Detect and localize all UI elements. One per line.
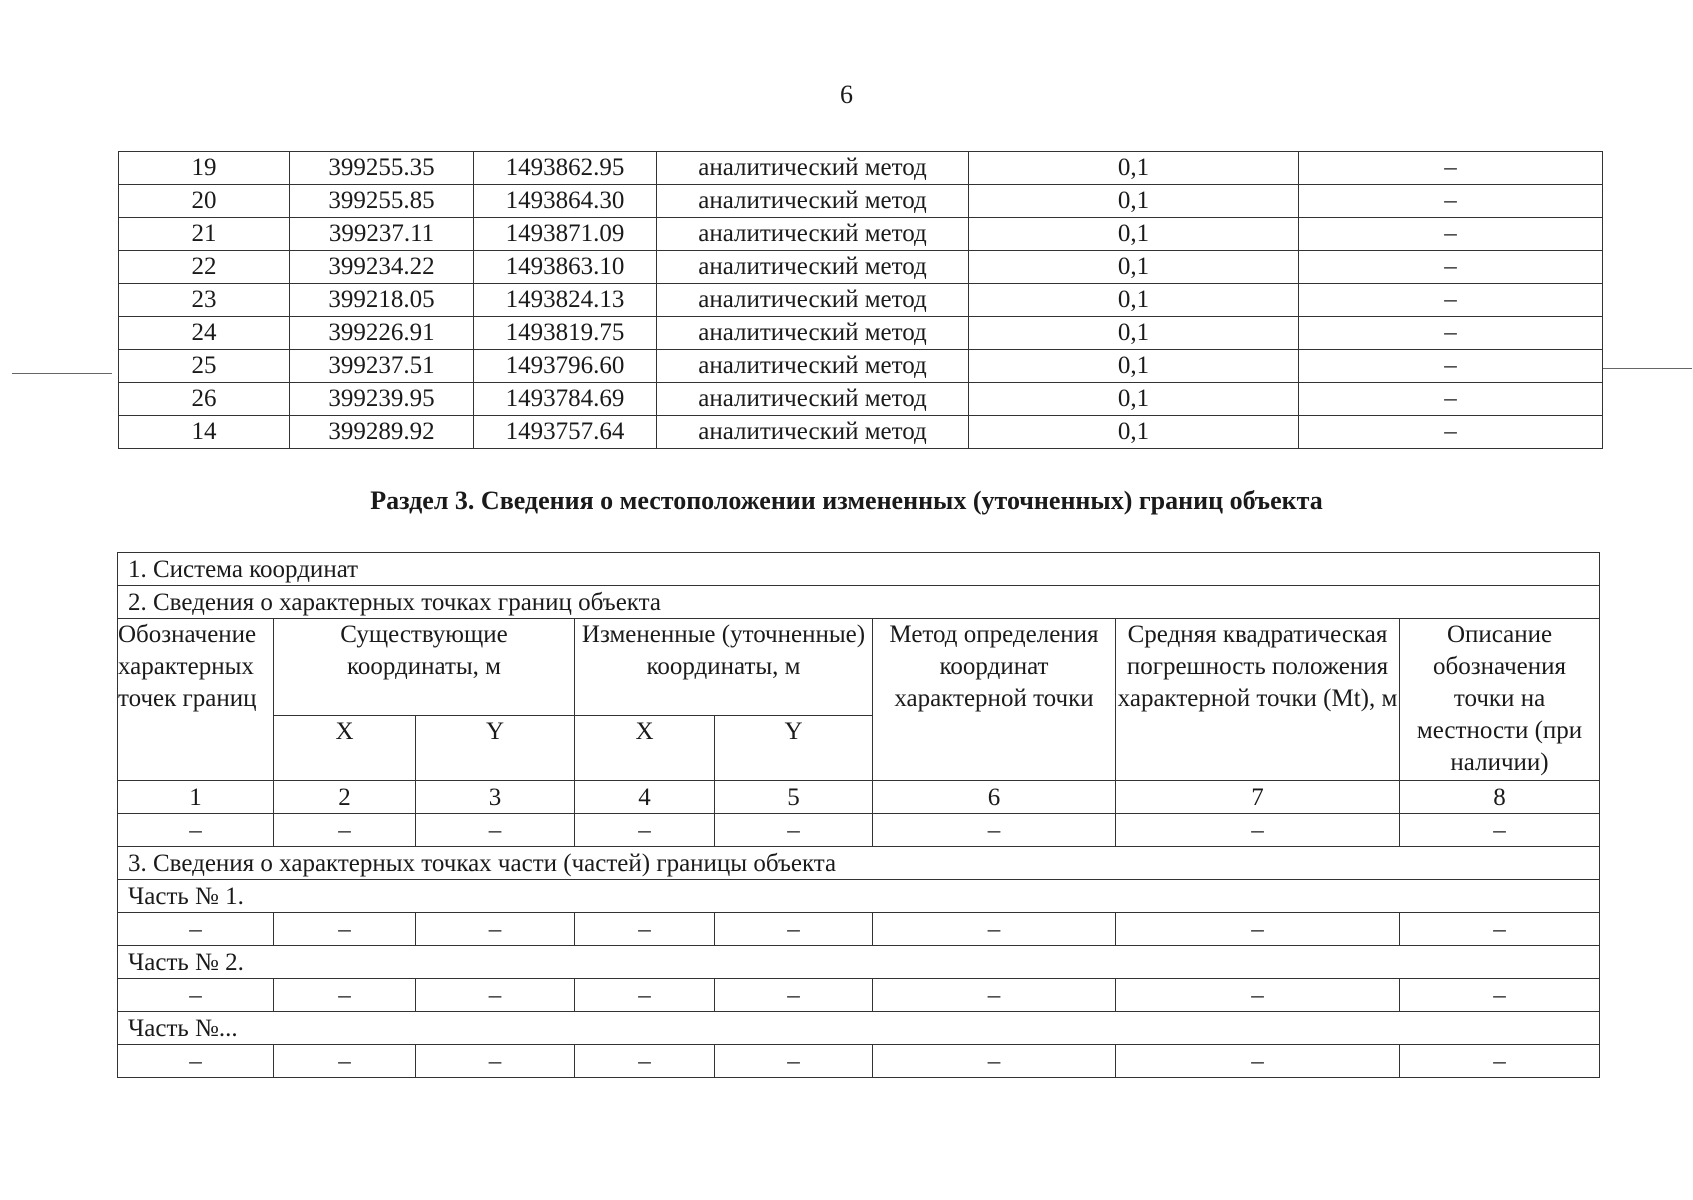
description: – <box>1299 383 1603 416</box>
empty-cell: – <box>873 913 1116 946</box>
description: – <box>1299 185 1603 218</box>
description: – <box>1299 350 1603 383</box>
method: аналитический метод <box>657 350 969 383</box>
part-label: Часть № 2. <box>118 946 1600 979</box>
part-row <box>118 979 1600 1012</box>
description: – <box>1299 317 1603 350</box>
table-row <box>119 416 1603 449</box>
column-number: 6 <box>873 781 1116 814</box>
empty-cell: – <box>416 1045 575 1078</box>
point-number: 23 <box>119 284 290 317</box>
part-row <box>118 1045 1600 1078</box>
description: – <box>1299 251 1603 284</box>
empty-cell: – <box>1400 814 1600 847</box>
header-existing-coords: Существующие координаты, м <box>274 619 575 716</box>
header-existing-y: Y <box>416 716 575 781</box>
empty-cell: – <box>1116 814 1400 847</box>
accuracy: 0,1 <box>969 185 1299 218</box>
method: аналитический метод <box>657 383 969 416</box>
empty-cell: – <box>118 814 274 847</box>
coord-x: 399237.11 <box>290 218 474 251</box>
accuracy: 0,1 <box>969 350 1299 383</box>
coord-x: 399255.35 <box>290 152 474 185</box>
accuracy: 0,1 <box>969 383 1299 416</box>
description: – <box>1299 284 1603 317</box>
method: аналитический метод <box>657 317 969 350</box>
method: аналитический метод <box>657 251 969 284</box>
coord-y: 1493864.30 <box>474 185 657 218</box>
point-number: 22 <box>119 251 290 284</box>
coord-x: 399218.05 <box>290 284 474 317</box>
empty-cell: – <box>416 814 575 847</box>
column-number: 2 <box>274 781 416 814</box>
empty-cell: – <box>715 979 873 1012</box>
coord-y: 1493784.69 <box>474 383 657 416</box>
column-number: 8 <box>1400 781 1600 814</box>
empty-cell: – <box>118 913 274 946</box>
empty-cell: – <box>715 814 873 847</box>
empty-cell: – <box>1116 1045 1400 1078</box>
header-accuracy: Средняя квадратическая погрешность положения характерной точки (Mt), м <box>1116 619 1400 781</box>
header-description: Описание обозначения точки на местности (при наличии) <box>1400 619 1600 781</box>
point-number: 20 <box>119 185 290 218</box>
coord-y: 1493819.75 <box>474 317 657 350</box>
empty-cell: – <box>575 913 715 946</box>
accuracy: 0,1 <box>969 416 1299 449</box>
coord-y: 1493757.64 <box>474 416 657 449</box>
point-number: 26 <box>119 383 290 416</box>
empty-cell: – <box>575 979 715 1012</box>
column-number: 4 <box>575 781 715 814</box>
table-row <box>119 383 1603 416</box>
coord-x: 399234.22 <box>290 251 474 284</box>
point-number: 24 <box>119 317 290 350</box>
part-label: Часть № 1. <box>118 880 1600 913</box>
accuracy: 0,1 <box>969 284 1299 317</box>
point-number: 14 <box>119 416 290 449</box>
header-changed-x: X <box>575 716 715 781</box>
empty-cell: – <box>274 913 416 946</box>
coord-x: 399239.95 <box>290 383 474 416</box>
empty-cell: – <box>873 979 1116 1012</box>
empty-cell: – <box>274 979 416 1012</box>
empty-cell: – <box>416 979 575 1012</box>
accuracy: 0,1 <box>969 317 1299 350</box>
table-row <box>119 251 1603 284</box>
coordinate-system-label: 1. Система координат <box>118 553 1600 586</box>
parts-label: 3. Сведения о характерных точках части (частей) границы объекта <box>118 847 1600 880</box>
coord-y: 1493796.60 <box>474 350 657 383</box>
empty-cell: – <box>118 979 274 1012</box>
empty-points-row <box>118 814 1600 847</box>
method: аналитический метод <box>657 284 969 317</box>
coord-x: 399255.85 <box>290 185 474 218</box>
empty-cell: – <box>1400 1045 1600 1078</box>
part-label: Часть №... <box>118 1012 1600 1045</box>
method: аналитический метод <box>657 416 969 449</box>
table-row <box>119 317 1603 350</box>
binder-line-right <box>1602 368 1692 369</box>
point-number: 19 <box>119 152 290 185</box>
column-number: 3 <box>416 781 575 814</box>
header-existing-x: X <box>274 716 416 781</box>
coord-y: 1493863.10 <box>474 251 657 284</box>
table-row <box>119 218 1603 251</box>
empty-cell: – <box>873 1045 1116 1078</box>
table-row <box>119 185 1603 218</box>
description: – <box>1299 152 1603 185</box>
coord-x: 399289.92 <box>290 416 474 449</box>
empty-cell: – <box>1116 913 1400 946</box>
column-number: 7 <box>1116 781 1400 814</box>
table-row <box>119 284 1603 317</box>
coord-x: 399226.91 <box>290 317 474 350</box>
method: аналитический метод <box>657 152 969 185</box>
method: аналитический метод <box>657 185 969 218</box>
coord-x: 399237.51 <box>290 350 474 383</box>
empty-cell: – <box>416 913 575 946</box>
header-changed-coords: Измененные (уточненные) координаты, м <box>575 619 873 716</box>
header-changed-y: Y <box>715 716 873 781</box>
page-number: 6 <box>840 80 853 109</box>
empty-cell: – <box>1116 979 1400 1012</box>
accuracy: 0,1 <box>969 152 1299 185</box>
coordinates-table <box>118 151 1603 449</box>
column-number: 5 <box>715 781 873 814</box>
empty-cell: – <box>1400 913 1600 946</box>
coord-y: 1493824.13 <box>474 284 657 317</box>
point-number: 25 <box>119 350 290 383</box>
empty-cell: – <box>274 814 416 847</box>
description: – <box>1299 218 1603 251</box>
description: – <box>1299 416 1603 449</box>
table-row <box>119 152 1603 185</box>
accuracy: 0,1 <box>969 251 1299 284</box>
accuracy: 0,1 <box>969 218 1299 251</box>
empty-cell: – <box>575 814 715 847</box>
boundary-points-label: 2. Сведения о характерных точках границ объекта <box>118 586 1600 619</box>
column-numbers-row <box>118 781 1600 814</box>
header-method: Метод определения координат характерной точки <box>873 619 1116 781</box>
empty-cell: – <box>274 1045 416 1078</box>
empty-cell: – <box>118 1045 274 1078</box>
point-number: 21 <box>119 218 290 251</box>
binder-line-left <box>12 373 112 374</box>
empty-cell: – <box>715 1045 873 1078</box>
column-number: 1 <box>118 781 274 814</box>
table-row <box>119 350 1603 383</box>
empty-cell: – <box>1400 979 1600 1012</box>
coordinates-table-body <box>119 152 1603 449</box>
coord-y: 1493871.09 <box>474 218 657 251</box>
empty-cell: – <box>715 913 873 946</box>
section-title: Раздел 3. Сведения о местоположении измененных (уточненных) границ объекта <box>370 486 1323 515</box>
part-row <box>118 913 1600 946</box>
coord-y: 1493862.95 <box>474 152 657 185</box>
header-designation: Обозначение характерных точек границ <box>118 619 274 781</box>
empty-cell: – <box>575 1045 715 1078</box>
method: аналитический метод <box>657 218 969 251</box>
empty-cell: – <box>873 814 1116 847</box>
boundary-table <box>117 552 1600 1078</box>
